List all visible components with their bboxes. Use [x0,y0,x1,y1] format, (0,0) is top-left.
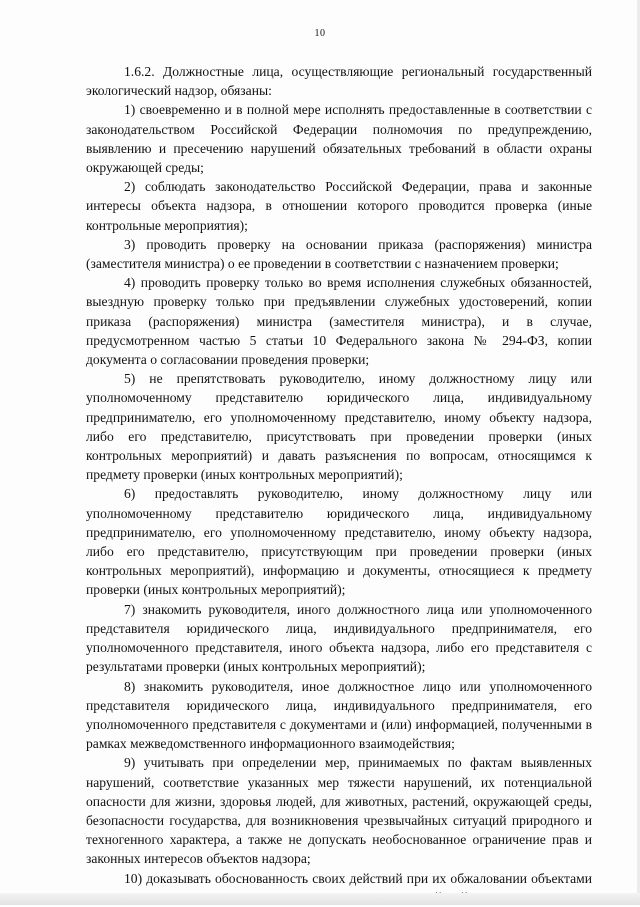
paragraph-item-9: 9) учитывать при определении мер, принимаемых по фактам выявленных нарушений, соответствие указанных мер тяжести нарушений, их потенциальной опасности для жизни, здоровья людей, для животных, растений, окружающей среды, безопасности государства, для возникновения чрезвычайных ситуаций природного и техногенного характера, а также не допускать необоснованное ограничение прав и законных интересов объектов надзора; [86,755,592,867]
paragraph-item-3: 3) проводить проверку на основании приказа (распоряжения) министра (заместителя министра) о ее проведении в соответствии с назначением проверки; [86,236,592,272]
paragraph-item-7: 7) знакомить руководителя, иного должностного лица или уполномоченного представителя юридического лица, индивидуального предпринимателя, его уполномоченного представителя, иного объекта надзора, либо его представителя с результатами проверки (иных контрольных мероприятий); [86,601,592,675]
scan-bottom-edge [0,893,640,905]
paragraph-item-8: 8) знакомить руководителя, иное должностное лицо или уполномоченного представителя юридического лица, индивидуального предпринимателя, его уполномоченного представителя с документами и (или) информацией, полученными в рамках межведомственного информационного взаимодействия; [86,678,592,752]
paragraph-item-10: 10) доказывать обоснованность своих действий при их обжаловании объектами [124,870,592,886]
paragraph-item-1: 1) своевременно и в полной мере исполнять предоставленные в соответствии с законодательством Российской Федерации полномочия по предупреждению, выявлению и пресечению нарушений обязательных требований в области охраны окружающей среды; [86,102,592,176]
paragraph-item-4: 4) проводить проверку только во время исполнения служебных обязанностей, выездную проверку только при предъявлении служебных удостоверений, копии приказа (распоряжения) министра (заместителя министра), и в случае, предусмотренном частью 5 статьи 10 Федерального закона № 294-ФЗ, копии документа о согласовании проведения проверки; [86,275,592,368]
paragraph-intro: 1.6.2. Должностные лица, осуществляющие региональный государственный экологический надзор, обязаны: [86,64,592,99]
document-body [86,62,592,907]
paragraph-item-6: 6) предоставлять руководителю, иному должностному лицу или уполномоченному представителю юридического лица, индивидуальному предпринимателю, его уполномоченному представителю, иному объекту надзора, либо его представителю, присутствующим при проведении проверки (иных контрольных мероприятий), информацию и документы, относящиеся к предмету проверки (иных контрольных мероприятий); [86,486,592,598]
page-number: 10 [314,28,326,39]
paragraph-item-2: 2) соблюдать законодательство Российской Федерации, права и законные интересы объекта надзора, в отношении которого проводится проверка (иные контрольные мероприятия); [86,179,592,233]
paragraph-item-5: 5) не препятствовать руководителю, иному должностному лицу или уполномоченному представителю юридического лица, индивидуальному предпринимателю, его уполномоченному представителю, иному объекту надзора, либо его представителю, присутствовать при проведении проверки (иных контрольных мероприятий) и давать разъяснения по вопросам, относящимся к предмету проверки (иных контрольных мероприятий); [86,371,592,483]
